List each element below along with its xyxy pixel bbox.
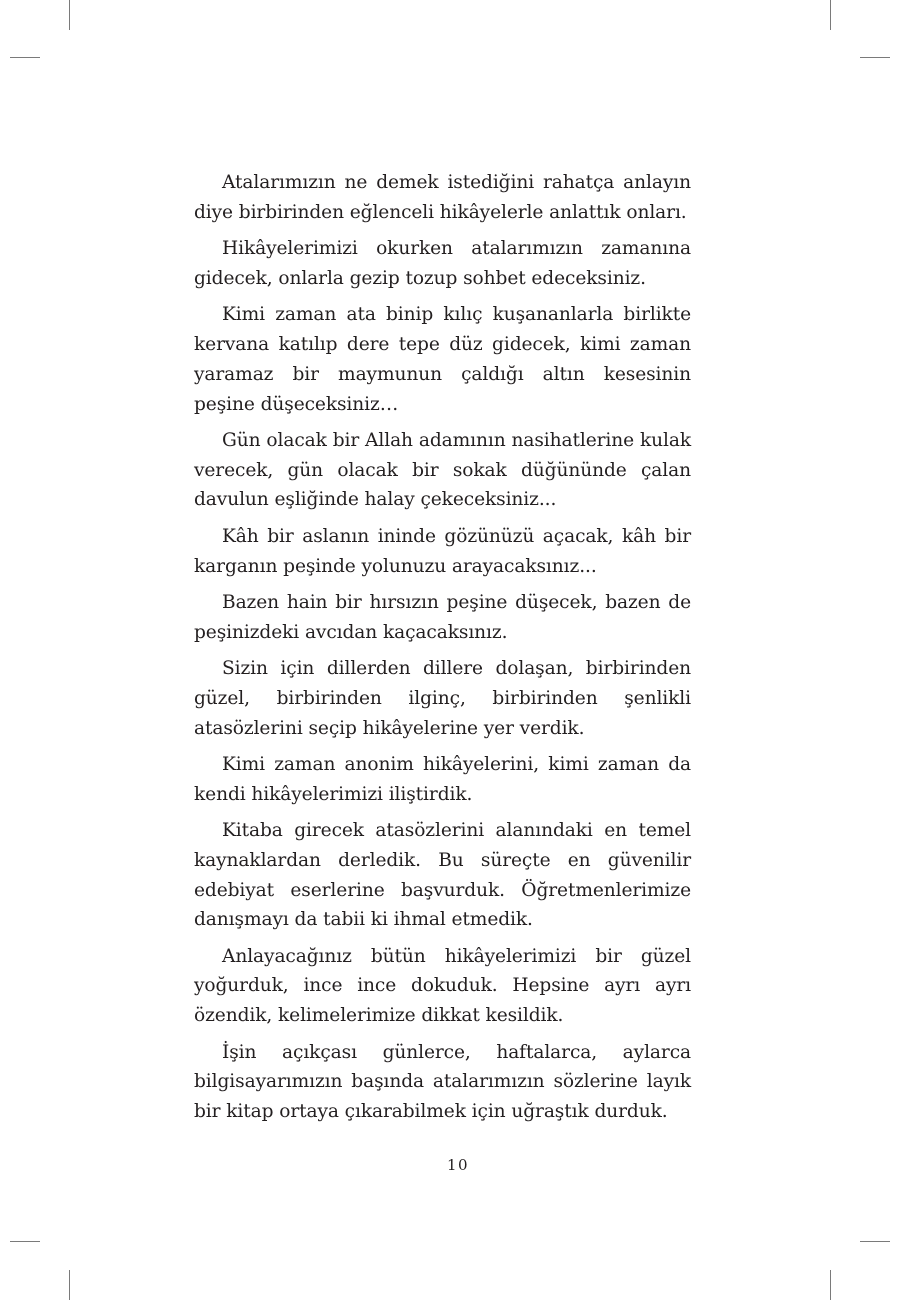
paragraph-8: Kimi zaman anonim hikâyelerini, kimi zaman da kendi hikâyelerimizi iliştirdik. (194, 753, 691, 805)
paragraph-1: Atalarımızın ne demek istediğini rahatça anlayın diye birbirinden eğlenceli hikâyelerle anlattık onları. (194, 172, 691, 223)
crop-mark-top-left-horizontal (10, 57, 40, 58)
paragraph-3: Kimi zaman ata binip kılıç kuşananlarla birlikte kervana katılıp dere tepe düz gidecek, kimi zaman yaramaz bir maymunun çaldığı altın kesesinin peşine düşeceksiniz… (194, 304, 691, 415)
paragraph-10: Anlayacağınız bütün hikâyelerimizi bir güzel yoğurduk, ince ince dokuduk. Hepsine ayrı ayrı özendik, kelimelerimize dikkat kesildik. (194, 945, 691, 1027)
paragraph-2: Hikâyelerimizi okurken atalarımızın zamanına gidecek, onlarla gezip tozup sohbet edeceksiniz. (194, 238, 691, 289)
paragraph-9: Kitaba girecek atasözlerini alanındaki en temel kaynaklardan derledik. Bu süreçte en güvenilir edebiyat eserlerine başvurduk. Öğretmenlerimize danışmayı da tabii ki ihmal etmedik. (194, 819, 691, 931)
body-text (194, 168, 691, 1133)
paragraph-11: İşin açıkçası günlerce, haftalarca, aylarca bilgisayarımızın başında atalarımızın sözlerine layık bir kitap ortaya çıkarabilmek için uğraştık durduk. (194, 1041, 691, 1123)
paragraph-6: Bazen hain bir hırsızın peşine düşecek, bazen de peşinizdeki avcıdan kaçacaksınız. (194, 591, 691, 643)
crop-mark-top-right-vertical (830, 0, 831, 30)
crop-mark-bottom-left-horizontal (10, 1241, 40, 1242)
crop-mark-top-right-horizontal (860, 57, 890, 58)
crop-mark-top-left-vertical (69, 0, 70, 30)
paragraph-4: Gün olacak bir Allah adamının nasihatlerine kulak verecek, gün olacak bir sokak düğününde çalan davulun eşliğinde halay çekeceksiniz... (194, 429, 691, 511)
paragraph-7: Sizin için dillerden dillere dolaşan, birbirinden güzel, birbirinden ilginç, birbirinden şenlikli atasözlerini seçip hikâyelerine yer verdik. (194, 657, 691, 739)
crop-mark-bottom-right-horizontal (860, 1241, 890, 1242)
crop-mark-bottom-left-vertical (69, 1270, 70, 1300)
page-number: 10 (446, 1156, 470, 1174)
paragraph-5: Kâh bir aslanın ininde gözünüzü açacak, kâh bir karganın peşinde yolunuzu arayacaksınız... (194, 525, 691, 577)
crop-mark-bottom-right-vertical (830, 1270, 831, 1300)
